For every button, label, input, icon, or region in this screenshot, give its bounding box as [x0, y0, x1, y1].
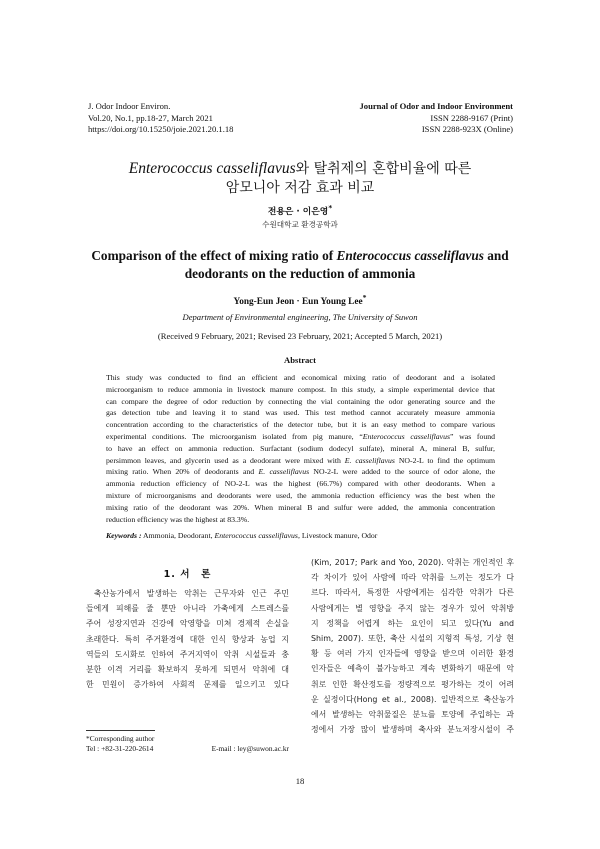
- abstract-body: [106, 372, 495, 525]
- keywords-label: Keywords :: [106, 531, 142, 540]
- body-line: 각 차이가 있어 사람에 따라 악취를 느끼는 정도가 다: [311, 573, 514, 583]
- korean-title-line1: 와 탈취제의 혼합비율에 따른: [295, 161, 472, 177]
- abstract-line: can compare the degree of odor reduction by connecting the vial containing the odor generating source and the: [106, 396, 495, 406]
- body-line: 르다. 따라서, 특정한 사람에게는 심각한 악취가 다른: [311, 588, 514, 598]
- body-line: 초래한다. 특히 주거환경에 대한 인식 향상과 농업 지: [86, 634, 289, 644]
- received-dates: (Received 9 February, 2021; Revised 23 February, 2021; Accepted 5 March, 2021): [157, 331, 443, 341]
- english-title: Comparison of the effect of mixing ratio of Enterococcus casseliflavus and deodorants on the reduction of ammonia: [91, 248, 509, 281]
- abstract-line: persimmon leaves, and glycerin used as a deodorant were mixed with E. casseliflavus NO-2-L to find the optimum: [106, 455, 495, 465]
- english-title-species: Enterococcus casseliflavus: [336, 248, 484, 263]
- abstract-line: mixture of microorganisms and deodorants were used, the ammonia reduction efficiency was the best when the: [106, 490, 495, 500]
- body-line: (Kim, 2017; Park and Yoo, 2020). 악취는 개인적인 후: [311, 558, 514, 567]
- abstract-line: This study was conducted to find an efficient and economical mixing ratio of deodorant and a isolated: [106, 373, 495, 382]
- body-line: 황 등 여러 가지 인자들에 영향을 받으며 이러한 환경: [311, 649, 514, 659]
- section-heading-introduction: 1. 서 론: [163, 569, 212, 580]
- body-line: 운 실정이다(Hong et al., 2008). 일반적으로 축산농가: [311, 694, 514, 704]
- telephone: Tel : +82-31-220-2614: [86, 744, 154, 754]
- corresponding-mark-en: *: [362, 293, 367, 302]
- doi-link[interactable]: https://doi.org/10.15250/joie.2021.20.1.18: [88, 124, 234, 134]
- body-line: 정에서 가장 많이 발생하며 축사와 분뇨저장시설이 주: [311, 725, 514, 735]
- keywords: [106, 531, 495, 540]
- abstract-line: gas detection tube and leaving it to stand was used. This test method cannot accurately measure ammonia: [106, 408, 495, 418]
- corresponding-mark: *: [328, 203, 333, 212]
- body-line: 사람에게는 별 영향을 주지 않는 경우가 있어 악취방: [311, 603, 514, 613]
- journal-issn-block: [359, 101, 513, 136]
- journal-abbrev: J. Odor Indoor Environ.: [88, 101, 171, 111]
- body-line: 역들의 도시화로 인하여 주거지역이 악취 시설들과 충: [86, 649, 289, 659]
- issn-online: ISSN 2288-923X (Online): [421, 124, 513, 134]
- body-line: 에서 발생하는 악취물질은 분뇨를 토양에 주입하는 과: [311, 710, 514, 720]
- abstract-line: reduction efficiency was the highest at 83.3%.: [106, 514, 250, 524]
- abstract-heading: Abstract: [284, 355, 316, 365]
- issn-print: ISSN 2288-9167 (Print): [430, 112, 513, 123]
- english-authors: Yong-Eun Jeon · Eun Young Lee*: [233, 293, 367, 308]
- body-line: 인자들은 예측이 불가능하고 계속 변화하기 때문에 악: [311, 664, 514, 674]
- body-left-column: [86, 586, 289, 692]
- volume-info: Vol.20, No.1, pp.18-27, March 2021: [88, 112, 213, 123]
- body-line: 주어 성장지연과 건강에 악영향을 미쳐 경제적 손실을: [86, 619, 289, 629]
- body-line: 들에게 피해를 줄 뿐만 아니라 가축에게 스트레스를: [86, 604, 289, 614]
- body-line: 한 민원이 증가하여 사회적 문제를 일으키고 있다: [86, 680, 289, 690]
- email[interactable]: E-mail : ley@suwon.ac.kr: [211, 744, 289, 754]
- abstract-line: experimental conditions. The microorganism isolated from pig manure, “Enterococcus casseliflavus” was found: [106, 431, 496, 441]
- page-number: 18: [295, 776, 305, 786]
- body-line: 축산농가에서 발생하는 악취는 근무자와 인근 주민: [94, 589, 289, 598]
- abstract-line: microorganism to reduce ammonia in livestock manure compost. In this study, a simple experimental device that: [106, 384, 495, 394]
- body-right-column: [311, 555, 514, 737]
- abstract-line: to have an effect on ammonia reduction. Surfactant (sodium dodecyl sulfate), mineral A, mineral B, sulfur,: [106, 443, 495, 453]
- english-affiliation: Department of Environmental engineering, The University of Suwon: [182, 312, 418, 322]
- journal-citation-block: [88, 101, 233, 136]
- abstract-line: mixing ratio. When 20% of deodorants and E. casseliflavus NO-2-L were added to the source of odor alone, the: [106, 467, 496, 477]
- body-line: 분한 이격 거리를 확보하지 못하게 되면서 악취에 대: [86, 665, 289, 675]
- korean-title-line2: 암모니아 저감 효과 비교: [225, 180, 375, 196]
- korean-authors: 전용은 · 이은영*: [267, 203, 333, 217]
- abstract-line: concentration according to the characteristics of the detector tube, but it is an easy method to compare various: [106, 420, 495, 430]
- korean-title: [0, 159, 600, 198]
- body-line: Shim, 2007). 또한, 축산 시설의 지형적 특성, 기상 현: [311, 634, 514, 644]
- korean-affiliation: 수원대학교 환경공학과: [262, 220, 338, 229]
- journal-name: Journal of Odor and Indoor Environment: [359, 101, 513, 111]
- footnote: [86, 734, 289, 755]
- corresponding-author-label: *Corresponding author: [86, 734, 155, 743]
- footnote-rule: [86, 730, 155, 731]
- keywords-text: Ammonia, Deodorant, Enterococcus casseliflavus, Livestock manure, Odor: [143, 531, 378, 540]
- body-line: 취로 인한 확산정도를 정량적으로 평가하는 것이 어려: [311, 679, 514, 689]
- abstract-line: ammonia reduction efficiency of NO-2-L was the highest (66.7%) compared with other deodorants. When a: [106, 479, 495, 489]
- korean-title-species: Enterococcus casseliflavus: [128, 160, 296, 177]
- abstract-line: mixing ratio of the deodorant was 20%. When mineral B and sulfur were added, the ammonia concentration: [106, 502, 495, 512]
- body-line: 지 정책을 어렵게 하는 요인이 되고 있다(Yu and: [311, 618, 514, 628]
